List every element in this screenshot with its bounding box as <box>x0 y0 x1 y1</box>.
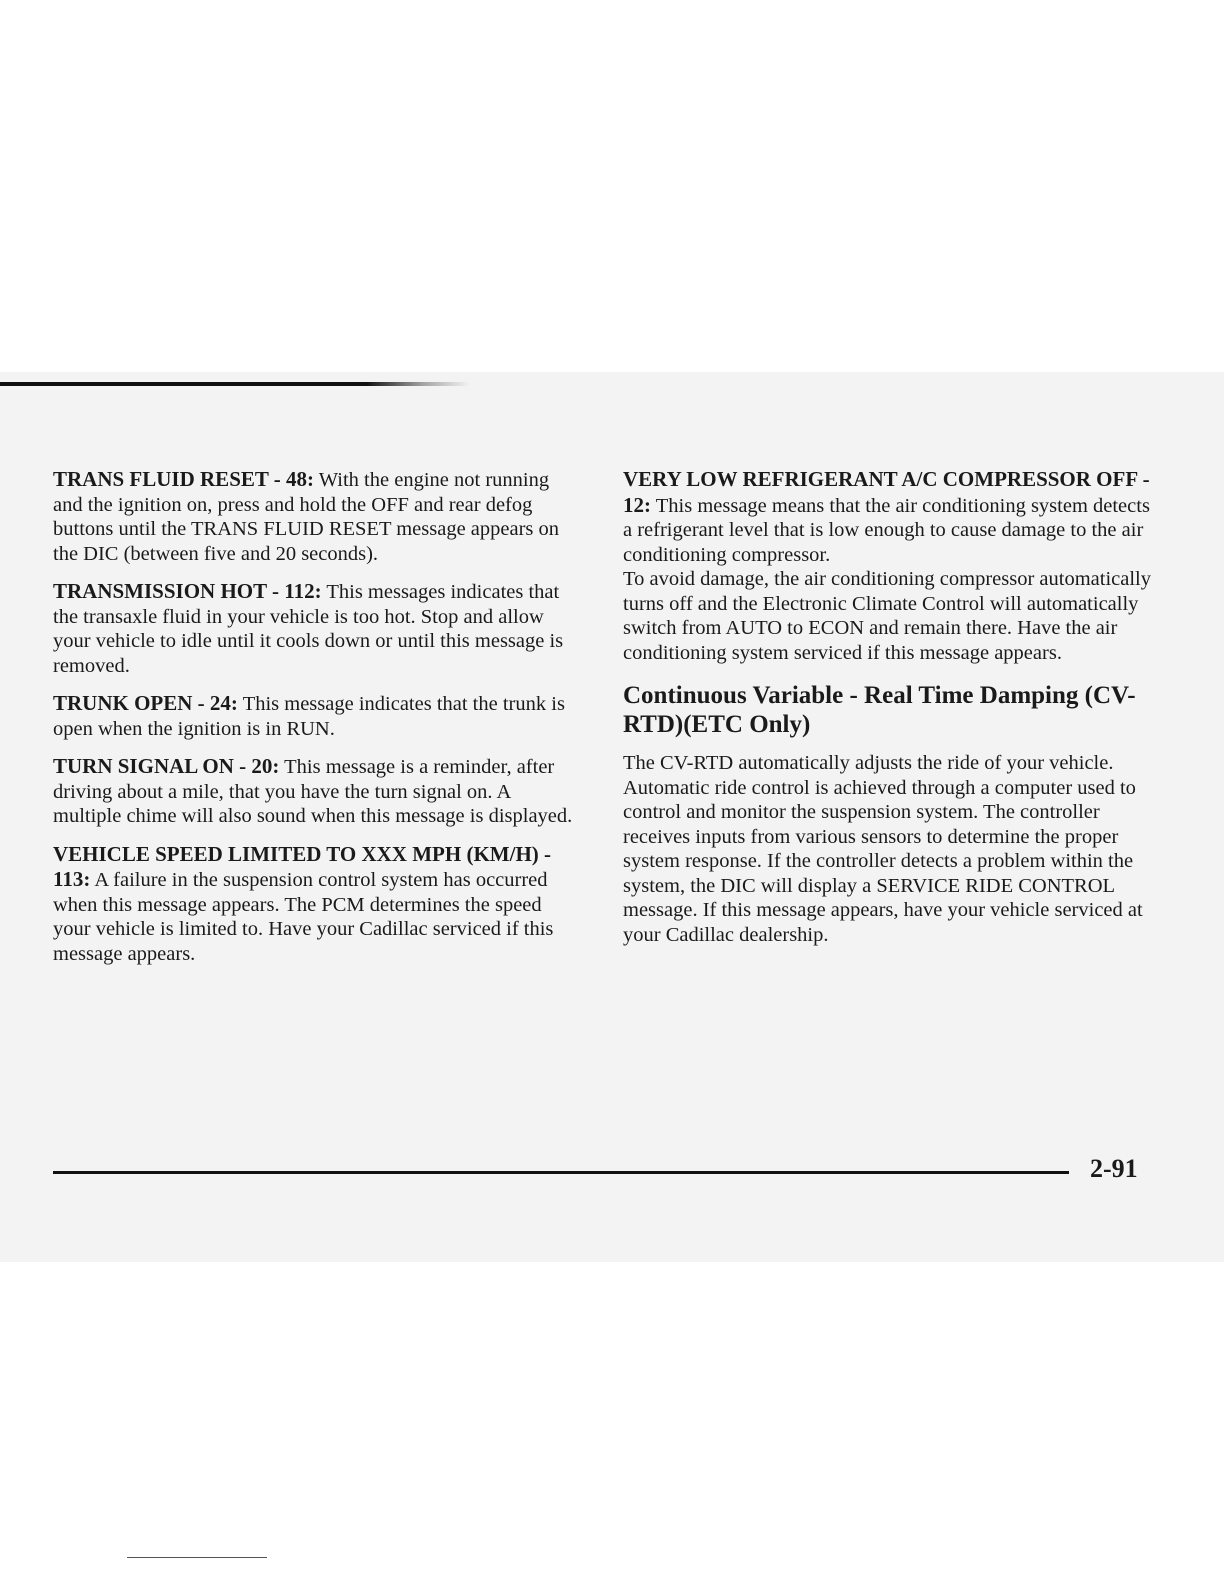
entry-text: This message indicates that the trunk is open when the ignition is in RUN. <box>53 693 565 740</box>
section-body: The CV-RTD automatically adjusts the ride of your vehicle. Automatic ride control is achieved through a computer used to control and monitor the suspension system. The controller receives inputs from various sensors to determine the proper system response. If the controller detects a problem within the system, the DIC will display a SERVICE RIDE CONTROL message. If this message appears, have your vehicle serviced at your Cadillac dealership. <box>623 752 1143 946</box>
entry-vehicle-speed-limited <box>53 842 583 967</box>
entry-text: With the engine not running and the ignition on, press and hold the OFF and rear defog buttons until the TRANS FLUID RESET message appears on the DIC (between five and 20 seconds). <box>53 469 560 565</box>
entry-transmission-hot <box>53 579 583 678</box>
scanned-page <box>0 372 1224 1262</box>
entry-text: This message means that the air conditioning system detects a refrigerant level that is low enough to cause damage to the air conditioning compressor. <box>623 494 1150 566</box>
footer-link-underline <box>127 1557 267 1558</box>
bottom-rule <box>53 1171 1069 1174</box>
entry-trunk-open <box>53 691 583 741</box>
entry-trans-fluid-reset <box>53 467 583 566</box>
top-rule <box>0 382 470 386</box>
entry-term: TRANSMISSION HOT - 112: <box>53 579 322 603</box>
page-number: 2-91 <box>1090 1154 1138 1183</box>
section-heading: Continuous Variable - Real Time Damping (CV-RTD)(ETC Only) <box>623 682 1136 738</box>
entry-term: TRANS FLUID RESET - 48: <box>53 467 314 491</box>
entry-text: A failure in the suspension control system has occurred when this message appears. The PCM determines the speed your vehicle is limited to. Have your Cadillac serviced if this message appears. <box>53 869 554 965</box>
right-column <box>623 467 1153 947</box>
entry-text: This messages indicates that the transaxle fluid in your vehicle is too hot. Stop and allow your vehicle to idle until it cools down or until this message is removed. <box>53 581 564 677</box>
entry-term: TURN SIGNAL ON - 20: <box>53 754 280 778</box>
entry-very-low-refrigerant <box>623 467 1153 665</box>
entry-turn-signal-on <box>53 754 583 829</box>
entry-text-continued: To avoid damage, the air conditioning compressor automatically turns off and the Electronic Climate Control will automatically switch from AUTO to ECON and remain there. Have the air conditioning system serviced if this message appears. <box>623 568 1151 664</box>
entry-term: VERY LOW REFRIGERANT A/C COMPRESSOR OFF - 12: <box>623 467 1150 517</box>
entry-text: This message is a reminder, after driving about a mile, that you have the turn signal on. A multiple chime will also sound when this message is displayed. <box>53 756 573 827</box>
left-column <box>53 467 583 979</box>
entry-term: VEHICLE SPEED LIMITED TO XXX MPH (KM/H) - 113: <box>53 841 552 891</box>
entry-term: TRUNK OPEN - 24: <box>53 691 238 715</box>
